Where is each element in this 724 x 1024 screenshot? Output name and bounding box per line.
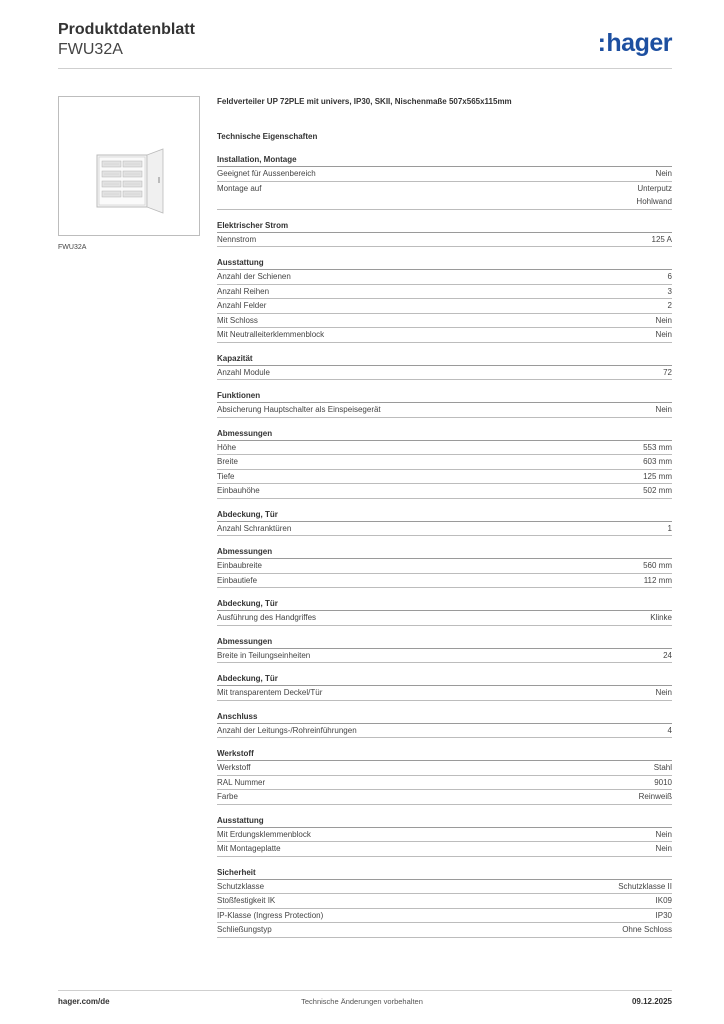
spec-row: [217, 649, 672, 664]
spec-value: Nein: [655, 169, 672, 178]
spec-group: [217, 390, 672, 418]
spec-row: [217, 167, 672, 182]
spec-label: Mit Erdungsklemmenblock: [217, 829, 311, 839]
spec-row: [217, 559, 672, 574]
spec-group-title: Installation, Montage: [217, 154, 672, 167]
spec-group-title: Ausstattung: [217, 815, 672, 828]
spec-value: IP30: [655, 910, 672, 920]
logo-text: hager: [606, 29, 672, 57]
hager-logo: :hager: [597, 29, 672, 57]
spec-row: [217, 611, 672, 626]
spec-value: Unterputz Hohlwand: [636, 183, 672, 206]
spec-group: [217, 509, 672, 537]
spec-row: [217, 403, 672, 418]
spec-value: Stahl: [653, 763, 672, 772]
product-description: Feldverteiler UP 72PLE mit univers, IP30, SKII, Nischenmaße 507x565x115mm: [217, 97, 512, 106]
spec-label: Nennstrom: [217, 234, 257, 244]
spec-value: 502 mm: [643, 486, 672, 495]
spec-row: [217, 724, 672, 739]
spec-label: Breite in Teilungseinheiten: [217, 650, 311, 660]
footer-disclaimer: Technische Änderungen vorbehalten: [301, 997, 423, 1006]
footer-date: 09.12.2025: [631, 997, 672, 1006]
spec-group: [217, 220, 672, 248]
spec-group-title: Abmessungen: [217, 636, 672, 649]
spec-value: 112 mm: [643, 575, 672, 585]
spec-row: [217, 441, 672, 456]
distribution-cabinet-illustration: [59, 97, 199, 235]
spec-label: IP-Klasse (Ingress Protection): [217, 910, 324, 920]
spec-label: Einbaubreite: [217, 561, 262, 570]
spec-row: [217, 484, 672, 499]
spec-label: Anzahl Schranktüren: [217, 523, 292, 533]
spec-row: [217, 686, 672, 701]
spec-row: [217, 299, 672, 314]
spec-group-title: Abmessungen: [217, 546, 672, 559]
spec-group-title: Abdeckung, Tür: [217, 509, 672, 522]
spec-group: [217, 711, 672, 739]
spec-value: Nein: [655, 315, 672, 325]
spec-row: [217, 574, 672, 589]
spec-value: 4: [667, 725, 672, 735]
spec-label: Schließungstyp: [217, 925, 272, 934]
header-divider: [58, 68, 672, 69]
spec-label: Anzahl Module: [217, 367, 270, 377]
spec-group-title: Werkstoff: [217, 748, 672, 761]
product-image: [58, 96, 200, 236]
spec-label: Anzahl Felder: [217, 301, 267, 310]
spec-value: 125 A: [651, 234, 672, 244]
spec-group: [217, 428, 672, 499]
spec-label: Montage auf: [217, 183, 262, 193]
spec-group: [217, 353, 672, 381]
spec-row: [217, 894, 672, 909]
spec-value: Klinke: [650, 613, 672, 622]
spec-value: 560 mm: [643, 561, 672, 570]
footer-divider: [58, 990, 672, 991]
spec-value: 1: [667, 523, 672, 533]
spec-row: [217, 182, 672, 210]
spec-label: Breite: [217, 457, 238, 466]
spec-row: [217, 522, 672, 537]
spec-value: 72: [663, 367, 672, 377]
spec-row: [217, 842, 672, 857]
spec-group: [217, 546, 672, 588]
spec-groups: [217, 154, 672, 938]
spec-row: [217, 285, 672, 300]
spec-row: [217, 270, 672, 285]
spec-value: Reinweiß: [638, 792, 672, 801]
spec-value: 3: [667, 286, 672, 296]
spec-label: Mit transparentem Deckel/Tür: [217, 688, 323, 697]
spec-value: Nein: [655, 330, 672, 339]
spec-group-title: Abdeckung, Tür: [217, 673, 672, 686]
spec-value: Nein: [655, 688, 672, 697]
spec-group-title: Ausstattung: [217, 257, 672, 270]
spec-group: [217, 815, 672, 857]
spec-value: 6: [667, 272, 672, 281]
spec-label: Einbauhöhe: [217, 486, 260, 495]
spec-row: [217, 776, 672, 791]
spec-label: Werkstoff: [217, 763, 251, 772]
spec-group-title: Sicherheit: [217, 867, 672, 880]
spec-group: [217, 867, 672, 938]
spec-row: [217, 909, 672, 924]
spec-value: Nein: [655, 829, 672, 839]
spec-group: [217, 748, 672, 805]
spec-label: Anzahl der Schienen: [217, 272, 291, 281]
spec-group-title: Abmessungen: [217, 428, 672, 441]
spec-group-title: Anschluss: [217, 711, 672, 724]
spec-row: [217, 366, 672, 381]
spec-value: Nein: [655, 405, 672, 414]
spec-group-title: Kapazität: [217, 353, 672, 366]
spec-row: [217, 328, 672, 343]
spec-label: Höhe: [217, 442, 237, 452]
spec-row: [217, 233, 672, 248]
spec-label: Farbe: [217, 792, 238, 801]
spec-value: 603 mm: [643, 457, 672, 466]
spec-value: 2: [667, 301, 672, 310]
spec-row: [217, 828, 672, 843]
product-image-caption: FWU32A: [58, 244, 87, 251]
spec-value: IK09: [655, 896, 672, 905]
spec-label: Mit Montageplatte: [217, 844, 281, 853]
product-specifications: [217, 96, 672, 948]
spec-group: [217, 636, 672, 664]
spec-label: RAL Nummer: [217, 777, 266, 787]
spec-label: Tiefe: [217, 471, 235, 481]
spec-label: Mit Neutralleiterklemmenblock: [217, 330, 325, 339]
spec-label: Einbautiefe: [217, 575, 258, 585]
spec-label: Mit Schloss: [217, 315, 258, 325]
spec-label: Geeignet für Aussenbereich: [217, 169, 316, 178]
spec-value: 125 mm: [643, 471, 672, 481]
spec-group-title: Elektrischer Strom: [217, 220, 672, 233]
spec-row: [217, 790, 672, 805]
spec-label: Anzahl der Leitungs-/Rohreinführungen: [217, 725, 357, 735]
spec-group-title: Funktionen: [217, 390, 672, 403]
spec-label: Anzahl Reihen: [217, 286, 270, 296]
spec-row: [217, 923, 672, 938]
spec-group: [217, 257, 672, 343]
spec-value: Nein: [655, 844, 672, 853]
spec-label: Absicherung Hauptschalter als Einspeisegerät: [217, 405, 381, 414]
spec-group: [217, 154, 672, 210]
document-title: Produktdatenblatt: [58, 21, 195, 38]
spec-label: Ausführung des Handgriffes: [217, 613, 317, 622]
spec-row: [217, 880, 672, 895]
spec-value: Schutzklasse II: [618, 881, 672, 891]
spec-row: [217, 455, 672, 470]
spec-group: [217, 673, 672, 701]
technical-properties-heading: Technische Eigenschaften: [217, 132, 318, 141]
spec-row: [217, 761, 672, 776]
spec-label: Schutzklasse: [217, 881, 265, 891]
spec-group: [217, 598, 672, 626]
spec-row: [217, 470, 672, 485]
spec-value: 9010: [654, 777, 672, 787]
spec-group-title: Abdeckung, Tür: [217, 598, 672, 611]
product-code: FWU32A: [58, 41, 123, 58]
footer-website[interactable]: hager.com/de: [58, 997, 110, 1006]
spec-value: 553 mm: [643, 442, 672, 452]
spec-label: Stoßfestigkeit IK: [217, 896, 276, 905]
document-header: [58, 20, 195, 60]
spec-value: 24: [663, 650, 672, 660]
spec-row: [217, 314, 672, 329]
spec-value: Ohne Schloss: [622, 925, 672, 934]
